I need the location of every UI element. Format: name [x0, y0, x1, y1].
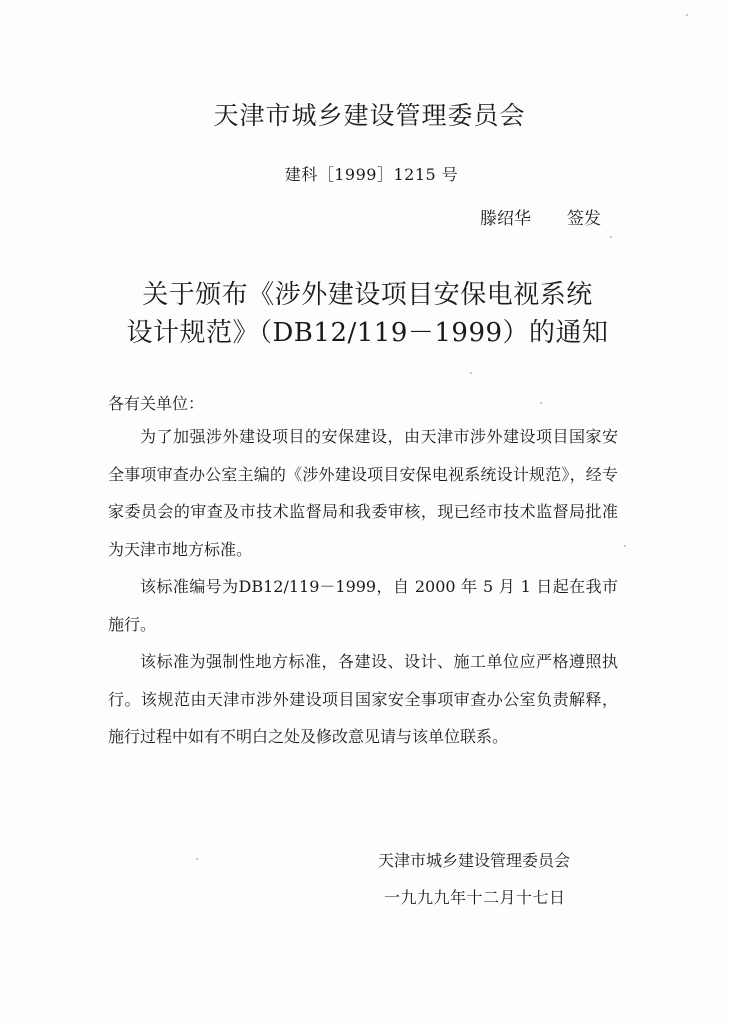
body-paragraph-3: 该标准为强制性地方标准，各建设、设计、施工单位应严格遵照执行。该规范由天津市涉外建设项目国家安全事项审查办公室负责解释，施行过程中如有不明白之处及修改意见请与该单位联系。	[108, 652, 618, 746]
scan-speck	[540, 402, 542, 404]
notice-title-line-1: 关于颁布《涉外建设项目安保电视系统	[142, 280, 593, 310]
salutation: 各有关单位：	[108, 394, 205, 413]
scan-speck	[686, 14, 688, 16]
signer-action: 签发	[567, 209, 601, 229]
signer-name: 滕绍华	[480, 209, 531, 229]
scan-speck	[610, 236, 612, 238]
document-number: 建科［1999］1215 号	[284, 165, 459, 184]
body-paragraph-1: 为了加强涉外建设项目的安保建设，由天津市涉外建设项目国家安全事项审查办公室主编的《涉外建设项目安保电视系统设计规范》，经专家委员会的审查及市技术监督局和我委审核，现已经市技术监督局批准为天津市地方标准。	[108, 427, 618, 559]
scan-speck	[470, 372, 472, 374]
closing-organization: 天津市城乡建设管理委员会	[378, 851, 571, 870]
signer-line	[480, 204, 601, 229]
scan-speck	[624, 545, 626, 547]
closing-date: 一九九九年十二月十七日	[384, 888, 566, 907]
issuing-organization-header: 天津市城乡建设管理委员会	[213, 101, 526, 130]
scan-speck	[196, 858, 198, 860]
body-paragraph-2: 该标准编号为DB12/119－1999，自 2000 年 5 月 1 日起在我市施行。	[108, 577, 618, 634]
notice-title-line-2: 设计规范》（DB12/119－1999）的通知	[126, 318, 609, 348]
